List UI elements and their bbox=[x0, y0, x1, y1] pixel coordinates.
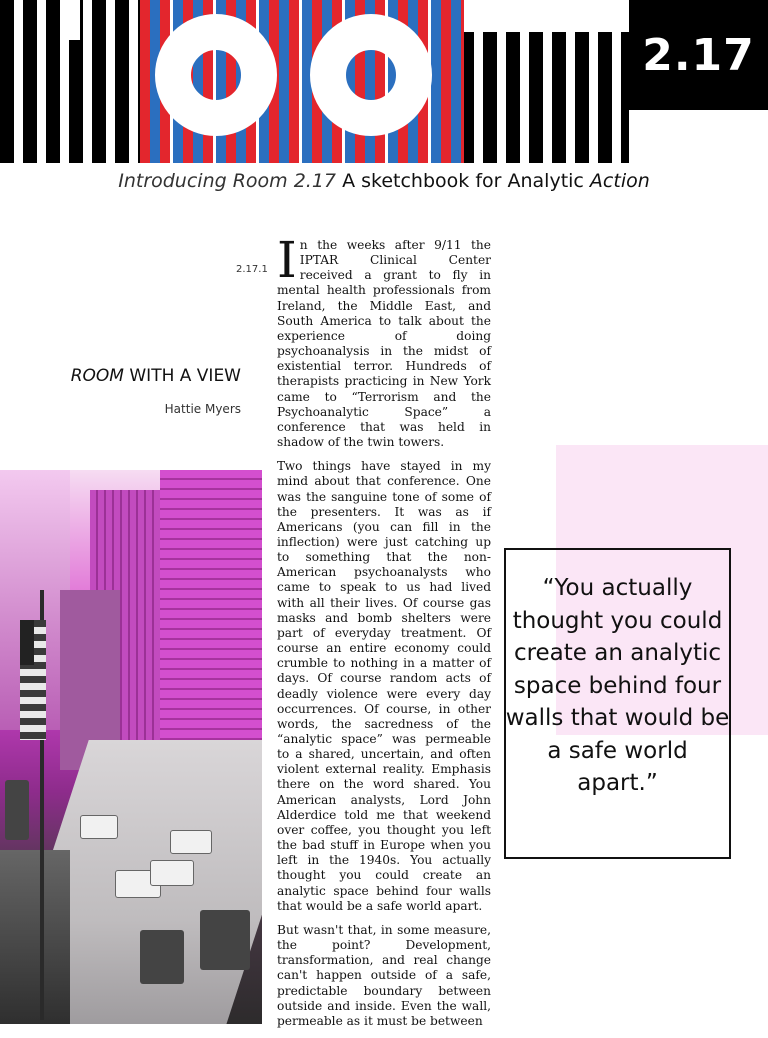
masthead bbox=[0, 0, 768, 163]
dropcap: I bbox=[277, 231, 297, 289]
logo-letter-r-top bbox=[60, 0, 80, 40]
tagline-subtitle: A sketchbook for Analytic bbox=[342, 170, 584, 192]
city-street-photo bbox=[0, 470, 262, 1024]
article-title bbox=[71, 366, 241, 386]
logo-letter-o-first bbox=[155, 14, 277, 136]
article-title-rest: WITH A VIEW bbox=[129, 366, 241, 386]
tagline bbox=[0, 170, 768, 192]
article-author: Hattie Myers bbox=[164, 402, 241, 416]
paragraph-2: Two things have stayed in my mind about that conference. One was the sanguine tone of some of the presenters. It was as if Americans (you can fill in the inflection) were just catching up to something that the non-American psychoanalysts who came to speak to us had lived with all their lives. Of course gas masks and bomb shelters were part of everyday treatment. Of course an entire economy could crumble to nothing in a matter of days. Of course random acts of deadly violence were every day occurrences. Of course, in other words, the sacredness of the “analytic space” was permeable to a shared, uncertain, and often violent external reality. Emphasis there on the word shared. You American analysts, Lord John Alderdice told me that weekend over coffee, you thought you left the bad stuff in Europe when you left in the 1940s. You actually thought you could create an analytic space behind four walls that would be a safe world apart. bbox=[277, 459, 491, 913]
logo-letter-o-second bbox=[310, 14, 432, 136]
paragraph-3: But wasn't that, in some measure, the point? Development, transformation, and real change can't happen outside of a safe, predictable boundary between outside and inside. Even the wall, permeable as it must be between bbox=[277, 922, 491, 1028]
paragraph-1: In the weeks after 9/11 the IPTAR Clinical Center received a grant to fly in mental health professionals from Ireland, the Middle East, and South America to talk about the experience of doing psychoanalysis in the midst of existential terror. Hundreds of therapists practicing in New York came to “Terrorism and the Psychoanalytic Space” a conference that was held in shadow of the twin towers. bbox=[277, 231, 491, 450]
logo-letter-m-top bbox=[464, 0, 629, 32]
issue-number: 2.17 bbox=[629, 0, 768, 110]
masthead-blank bbox=[629, 110, 768, 163]
tagline-intro: Introducing Room 2.17 bbox=[118, 170, 337, 192]
article-title-italic: ROOM bbox=[70, 366, 124, 386]
article-body bbox=[277, 231, 491, 1038]
tagline-action: Action bbox=[589, 170, 650, 192]
pull-quote: “You actually thought you could create an analytic space behind four walls that would be a safe world apart.” bbox=[505, 575, 730, 796]
section-number: 2.17.1 bbox=[236, 264, 268, 275]
